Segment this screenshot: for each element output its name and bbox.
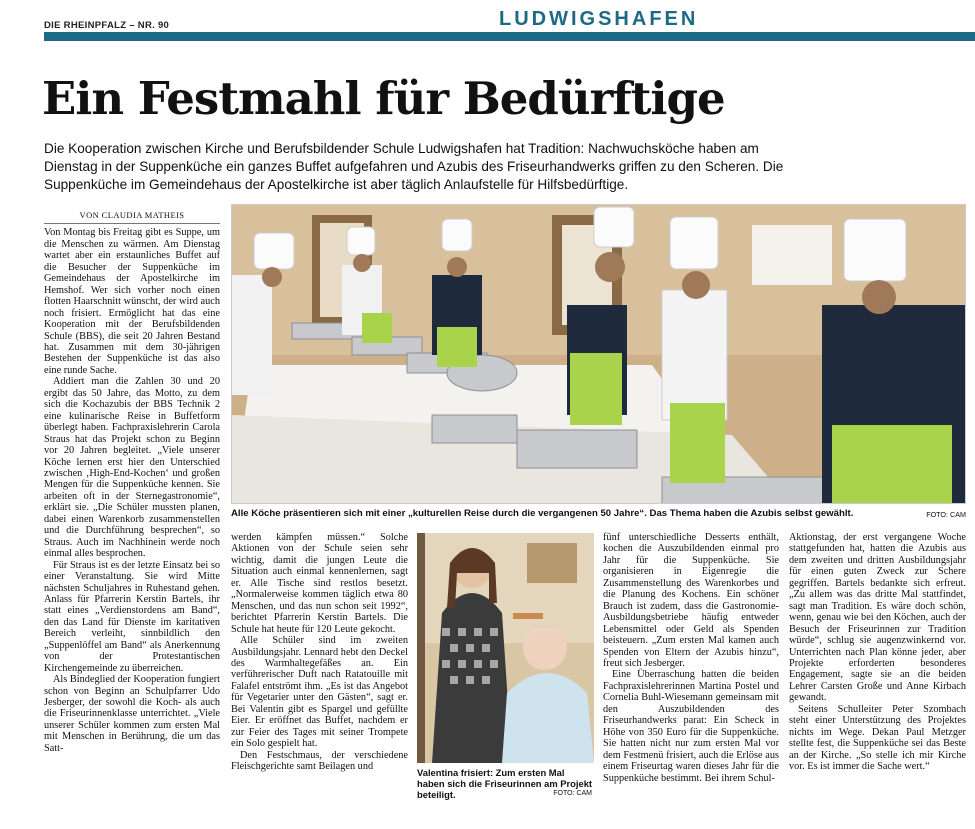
paragraph: Aktionstag, der erst vergangene Woche stattgefunden hat, hatten die Azubis aus dem zweiten und dritten Ausbildungsjahr für einen guten Zweck zur Schere gegriffen. Bartels bedankte sich erfreut. „Zu allem was das dritte Mal stattfindet, sagt man Tradition. Es wäre doch schön, wenn, genau wie bei den Köchen, auch der Besuch der Friseurinnen zur Tradition würde“, schlug sie augenzwinkernd vor. Unterrichten nach Plan könne jeder, aber Projekte erforderten besonderes Engagement, sagte sie an die beiden Lehrer Carsten Große und Anne Kirbach gewandt. xyxy=(789,532,966,704)
paragraph: Für Straus ist es der letzte Einsatz bei so einer Veranstaltung. Sie wird Mitte nächsten Schuljahres in Ruhestand gehen. Anlass für Pfarrerin Kerstin Bartels, ihr statt eines „Verdienstordens am Band“, den das Land für Dienste im karitativen Bereich verleiht, sinnbildlich den „Suppenlöffel am Band“ als Anerkennung von der Protestantischen Kirchengemeinde zu überreichen. xyxy=(44,559,220,674)
photo-credit: FOTO: CAM xyxy=(926,510,966,519)
hairdresser-photo xyxy=(417,533,594,763)
paragraph: fünf unterschiedliche Desserts enthält, kochen die Auszubildenden einmal pro Jahr für die Suppenküche. Sie organisieren in Eigenregie die Zusammenstellung des Warenkorbes und die Planung des Kochens. Ein schöner Brauch ist zudem, dass die Gastronomie-Ausbildungsbetriebe häufig entweder Lebensmittel oder Geld als Spenden beisteuern. „Zum ersten Mal kamen auch Spenden von Eltern der Azubis hinzu“, freut sich Jesberger. xyxy=(603,532,779,669)
byline: VON CLAUDIA MATHEIS xyxy=(44,210,220,224)
section-title: LUDWIGSHAFEN xyxy=(499,8,699,30)
paragraph: werden kämpfen müssen.“ Solche Aktionen von der Schule seien sehr wichtig, damit die jungen Leute die Situation auch einmal kennenlernen, sagt er. Alle Tische sind restlos besetzt. „Normalerweise kommen täglich etwa 80 Menschen, und das nun schon seit 1992“, berichtet Pfarrerin Kerstin Bartels. Die Schule hat heute für 120 Leute gekocht. xyxy=(231,532,408,635)
photo-credit: FOTO: CAM xyxy=(553,790,592,797)
hairdresser-photo-caption xyxy=(417,767,594,800)
paragraph: Seitens Schulleiter Peter Szombach steht einer Unterstützung des Projektes nichts im Wege. Dekan Paul Metzger stellte fest, die Suppenküche sei das Beste an der Kirche. „So stelle ich mir Kirche vor. Es ist immer die Sache wert.“ xyxy=(789,703,966,773)
masthead xyxy=(44,8,975,48)
paragraph: Von Montag bis Freitag gibt es Suppe, um die Menschen zu wärmen. Am Dienstag wartet aber ein erstaunliches Buffet auf die Besucher der Suppenküche im Gemeindehaus der Apostelkirche im Hemshof. Wer sich vorher noch einen flotten Haarschnitt wünscht, der wird auch noch frisiert. Ermöglicht hat das eine Kooperation mit der Berufsbildenden Schule (BBS), die seit 20 Jahren Bestand hat. Zusammen mit dem 30-jährigen Bestehen der Suppenküche ist das also eine runde Sache. xyxy=(44,227,220,376)
headline: Ein Festmahl für Bedürftige xyxy=(42,72,725,125)
paragraph: Addiert man die Zahlen 30 und 20 ergibt das 50 Jahre, das Motto, zu dem sich die Kochazubis der BBS Technik 2 eine kulinarische Reise in Buffetform überlegt haben. Fachpraxislehrerin Carola Straus hat das Projekt schon zu Beginn vor 20 Jahren begleitet. „Viele unserer Köche lernen erst hier den Unterschied zwischen ‚High-End-Kochen‘ und großen Mengen für die Suppenküche kennen. Sie arbeiten oft in der Sternegastronomie“, erklärt sie. „Die Schüler mussten planen, dabei einen Warenkorb zusammenstellen und die Durchführung besprechen“, so Straus. Auch im Nachhinein werde noch einmal alles besprochen. xyxy=(44,376,220,560)
kitchen-photo-illustration xyxy=(232,205,966,504)
caption-text: Alle Köche präsentieren sich mit einer „kulturellen Reise durch die vergangenen 50 Jahre“. Das Thema haben die Azubis selbst gewählt. xyxy=(231,508,854,519)
paragraph: Den Festschmaus, der verschiedene Fleischgerichte samt Beilagen und xyxy=(231,749,408,773)
article-column-2 xyxy=(231,532,408,818)
paragraph: Eine Überraschung hatten die beiden Fachpraxislehrerinnen Martina Postel und Cornelia Buhl-Wiesemann gemeinsam mit den Auszubildenden des Friseurhandwerks parat: Ein Scheck in Höhe von 350 Euro für die Suppenküche. Sie hatten nicht nur zum ersten Mal vor dem Festmenü frisiert, auch die Erlöse aus einem Friseurtag waren dieses Jahr für die Suppenküche bestimmt. Bei ihrem Schul- xyxy=(603,669,779,784)
header-rule xyxy=(44,32,975,41)
hairdresser-photo-illustration xyxy=(417,533,594,763)
paragraph: Alle Schüler sind im zweiten Ausbildungsjahr. Lennard hebt den Deckel des Warmhaltegefäßes an. Ein verführerischer Duft nach Ratatouille mit Falafel entströmt ihm. „Es ist das Angebot für Vegetarier unter den Gästen“, sagt er. Bei Valentin gibt es Spargel und gefüllte Eier. Er eröffnet das Buffet, nachdem er zur Feier des Tages mit seiner Trompete ein Solo gespielt hat. xyxy=(231,635,408,750)
article-column-1 xyxy=(44,210,220,820)
article-column-4 xyxy=(789,532,966,818)
main-photo xyxy=(231,204,966,504)
article-column-3 xyxy=(603,532,779,818)
paper-info: DIE RHEINPFALZ – NR. 90 xyxy=(44,20,170,31)
paragraph: Als Bindeglied der Kooperation fungiert schon von Beginn an Schulpfarrer Udo Jesberger, der sowohl die Koch- als auch die Friseurinnenklasse unterrichtet. „Viele unserer Schüler kommen zum ersten Mal mit Menschen in Berührung, die um das Satt- xyxy=(44,674,220,754)
main-photo-caption xyxy=(231,508,966,519)
lead-paragraph: Die Kooperation zwischen Kirche und Berufsbildender Schule Ludwigshafen hat Tradition: Nachwuchsköche haben am Dienstag in der Suppenküche ein ganzes Buffet aufgefahren und Azubis des Friseurhandwerks griffen zu den Scheren. Die Suppenküche im Gemeindehaus der Apostelkirche ist aber täglich Anlaufstelle für Hilfsbedürftige. xyxy=(44,141,784,192)
caption-text: Valentina frisiert: Zum ersten Mal haben sich die Friseurinnen am Projekt beteiligt. xyxy=(417,767,593,800)
